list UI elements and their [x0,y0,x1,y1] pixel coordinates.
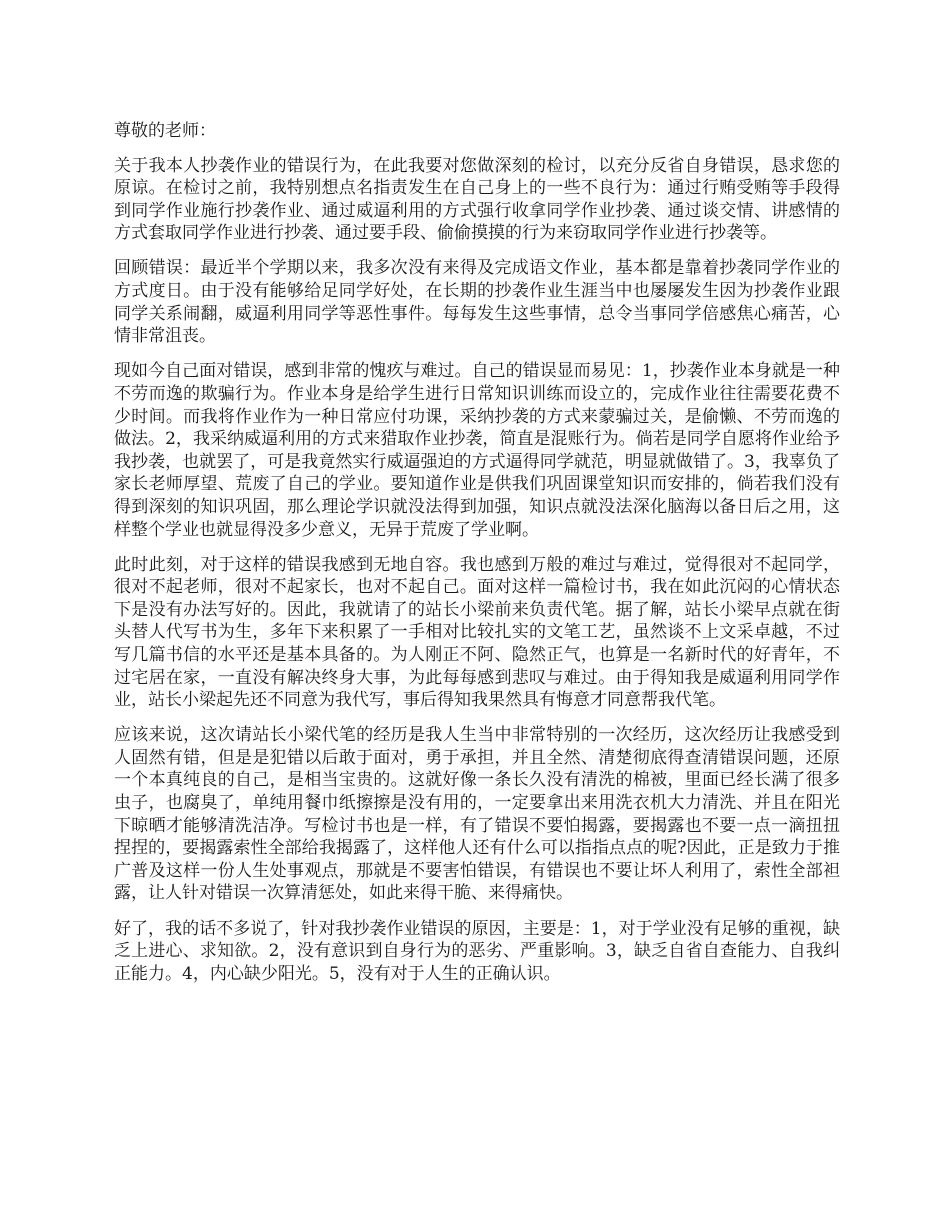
paragraph-confession: 关于我本人抄袭作业的错误行为，在此我要对您做深刻的检讨，以充分反省自身错误，恳求您的原谅。在检讨之前，我特别想点名指责发生在自己身上的一些不良行为：通过行贿受贿等手段得到同学作业施行抄袭作业、通过威逼利用的方式强行收拿同学作业抄袭、通过谈交情、讲感情的方式套取同学作业进行抄袭、通过要手段、偷偷摸摸的行为来窃取同学作业进行抄袭等。 [114,155,840,244]
paragraph-experience: 应该来说，这次请站长小梁代笔的经历是我人生当中非常特别的一次经历，这次经历让我感受到人固然有错，但是是犯错以后敢于面对，勇于承担，并且全然、清楚彻底得查清错误问题，还原一个本真纯良的自己，是相当宝贵的。这就好像一条长久没有清洗的棉被，里面已经长满了很多虫子，也腐臭了，单纯用餐巾纸擦擦是没有用的，一定要拿出来用洗衣机大力清洗、并且在阳光下晾晒才能够清洗洁净。写检讨书也是一样，有了错误不要怕揭露，要揭露也不要一点一滴扭扭捏捏的，要揭露索性全部给我揭露了，这样他人还有什么可以指指点点的呢?因此，正是致力于推广普及这样一份人生处事观点，那就是不要害怕错误，有错误也不要让坏人利用了，索性全部袒露，让人针对错误一次算清惩处，如此来得干脆、来得痛快。 [114,725,840,904]
salutation: 尊敬的老师： [114,121,216,141]
letter-body [114,120,840,998]
paragraph-reflection: 现如今自己面对错误，感到非常的愧疚与难过。自己的错误显而易见：1，抄袭作业本身就是一种不劳而逸的欺骗行为。作业本身是给学生进行日常知识训练而设立的，完成作业往往需要花费不少时间。而我将作业作为一种日常应付功课，采纳抄袭的方式来蒙骗过关，是偷懒、不劳而逸的做法。2，我采纳威逼利用的方式来猎取作业抄袭，简直是混账行为。倘若是同学自愿将作业给予我抄袭，也就罢了，可是我竟然实行威逼强迫的方式逼得同学就范，明显就做错了。3，我辜负了家长老师厚望、荒废了自己的学业。要知道作业是供我们巩固课堂知识而安排的，倘若我们没有得到深刻的知识巩固，那么理论学识就没法得到加强，知识点就没法深化脑海以备日后之用，这样整个学业也就显得没多少意义，无异于荒废了学业啊。 [114,361,840,540]
paragraph-shame: 此时此刻，对于这样的错误我感到无地自容。我也感到万般的难过与难过，觉得很对不起同学，很对不起老师，很对不起家长，也对不起自己。面对这样一篇检讨书，我在如此沉闷的心情状态下是没有办法写好的。因此，我就请了的站长小梁前来负责代笔。据了解，站长小梁早点就在街头替人代写书为生，多年下来积累了一手相对比较扎实的文笔工艺，虽然谈不上文采卓越，不过写几篇书信的水平还是基本具备的。为人刚正不阿、隐然正气，也算是一名新时代的好青年，不过宅居在家，一直没有解决终身大事，为此每每感到悲叹与难过。由于得知我是威逼利用同学作业，站长小梁起先还不同意为我代写，事后得知我果然具有悔意才同意帮我代笔。 [114,554,840,711]
paragraph-review: 回顾错误：最近半个学期以来，我多次没有来得及完成语文作业，基本都是靠着抄袭同学作业的方式度日。由于没有能够给足同学好处，在长期的抄袭作业生涯当中也屡屡发生因为抄袭作业跟同学关系闹翻，威逼利用同学等恶性事件。每每发生这些事情，总令当事同学倍感焦心痛苦，心情非常沮丧。 [114,258,840,347]
paragraph-reasons: 好了，我的话不多说了，针对我抄袭作业错误的原因，主要是：1，对于学业没有足够的重视，缺乏上进心、求知欲。2，没有意识到自身行为的恶劣、严重影响。3，缺乏自省自查能力、自我纠正能力。4，内心缺少阳光。5，没有对于人生的正确认识。 [114,918,840,984]
